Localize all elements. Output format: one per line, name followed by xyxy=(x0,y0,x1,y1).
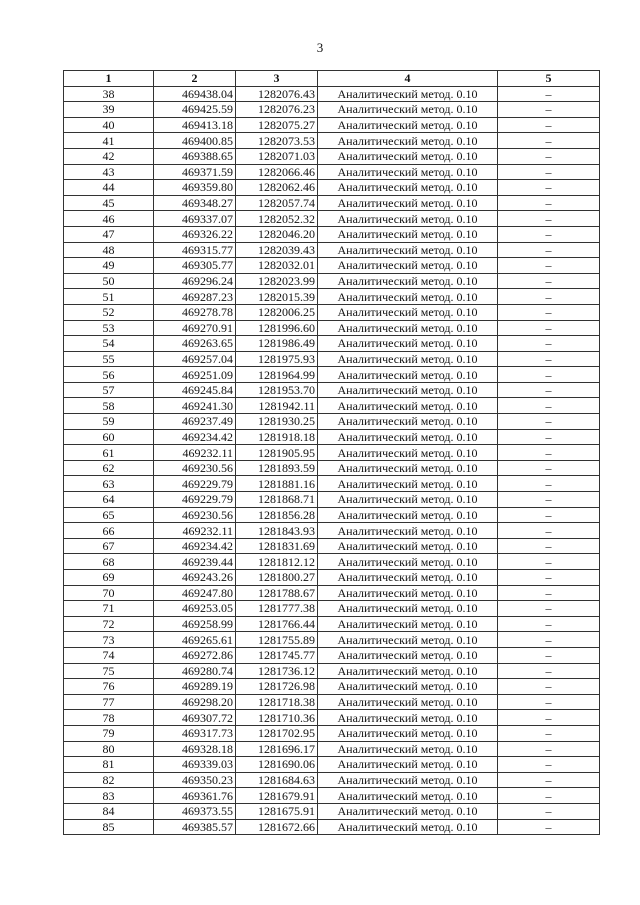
cell-y: 1281788.67 xyxy=(236,585,318,601)
cell-y: 1282071.03 xyxy=(236,148,318,164)
cell-description: – xyxy=(498,242,600,258)
cell-method: Аналитический метод. 0.10 xyxy=(318,414,498,430)
cell-x: 469371.59 xyxy=(154,164,236,180)
cell-method: Аналитический метод. 0.10 xyxy=(318,320,498,336)
cell-method: Аналитический метод. 0.10 xyxy=(318,226,498,242)
cell-method: Аналитический метод. 0.10 xyxy=(318,102,498,118)
cell-method: Аналитический метод. 0.10 xyxy=(318,679,498,695)
cell-point-number: 76 xyxy=(64,679,154,695)
cell-description: – xyxy=(498,86,600,102)
cell-point-number: 56 xyxy=(64,367,154,383)
cell-x: 469243.26 xyxy=(154,570,236,586)
cell-point-number: 64 xyxy=(64,492,154,508)
cell-x: 469245.84 xyxy=(154,382,236,398)
cell-y: 1281881.16 xyxy=(236,476,318,492)
cell-description: – xyxy=(498,616,600,632)
table-row xyxy=(64,772,600,788)
cell-method: Аналитический метод. 0.10 xyxy=(318,507,498,523)
cell-y: 1281766.44 xyxy=(236,616,318,632)
cell-description: – xyxy=(498,819,600,835)
cell-description: – xyxy=(498,367,600,383)
table-row xyxy=(64,117,600,133)
table-row xyxy=(64,164,600,180)
cell-description: – xyxy=(498,507,600,523)
cell-y: 1281702.95 xyxy=(236,725,318,741)
cell-y: 1281856.28 xyxy=(236,507,318,523)
cell-point-number: 71 xyxy=(64,601,154,617)
cell-y: 1281675.91 xyxy=(236,803,318,819)
cell-method: Аналитический метод. 0.10 xyxy=(318,273,498,289)
cell-method: Аналитический метод. 0.10 xyxy=(318,445,498,461)
header-row xyxy=(64,71,600,87)
cell-description: – xyxy=(498,102,600,118)
table-row xyxy=(64,86,600,102)
cell-point-number: 42 xyxy=(64,148,154,164)
table-row xyxy=(64,663,600,679)
cell-y: 1282015.39 xyxy=(236,289,318,305)
cell-point-number: 75 xyxy=(64,663,154,679)
cell-y: 1282073.53 xyxy=(236,133,318,149)
cell-point-number: 70 xyxy=(64,585,154,601)
cell-y: 1281868.71 xyxy=(236,492,318,508)
cell-x: 469247.80 xyxy=(154,585,236,601)
cell-method: Аналитический метод. 0.10 xyxy=(318,476,498,492)
cell-point-number: 67 xyxy=(64,538,154,554)
table-row xyxy=(64,570,600,586)
cell-method: Аналитический метод. 0.10 xyxy=(318,492,498,508)
cell-point-number: 73 xyxy=(64,632,154,648)
cell-method: Аналитический метод. 0.10 xyxy=(318,741,498,757)
table-row xyxy=(64,273,600,289)
cell-method: Аналитический метод. 0.10 xyxy=(318,148,498,164)
cell-method: Аналитический метод. 0.10 xyxy=(318,336,498,352)
cell-y: 1281710.36 xyxy=(236,710,318,726)
cell-y: 1282057.74 xyxy=(236,195,318,211)
cell-point-number: 62 xyxy=(64,460,154,476)
cell-x: 469278.78 xyxy=(154,304,236,320)
cell-x: 469317.73 xyxy=(154,725,236,741)
cell-x: 469339.03 xyxy=(154,757,236,773)
cell-y: 1281918.18 xyxy=(236,429,318,445)
cell-point-number: 40 xyxy=(64,117,154,133)
cell-y: 1281696.17 xyxy=(236,741,318,757)
table-row xyxy=(64,476,600,492)
cell-point-number: 45 xyxy=(64,195,154,211)
table-row xyxy=(64,694,600,710)
cell-y: 1281690.06 xyxy=(236,757,318,773)
table-row xyxy=(64,133,600,149)
cell-method: Аналитический метод. 0.10 xyxy=(318,180,498,196)
cell-y: 1281831.69 xyxy=(236,538,318,554)
cell-method: Аналитический метод. 0.10 xyxy=(318,632,498,648)
cell-point-number: 63 xyxy=(64,476,154,492)
cell-description: – xyxy=(498,273,600,289)
cell-x: 469298.20 xyxy=(154,694,236,710)
cell-description: – xyxy=(498,211,600,227)
cell-x: 469265.61 xyxy=(154,632,236,648)
cell-x: 469230.56 xyxy=(154,460,236,476)
cell-x: 469232.11 xyxy=(154,445,236,461)
cell-y: 1282039.43 xyxy=(236,242,318,258)
cell-y: 1282023.99 xyxy=(236,273,318,289)
cell-point-number: 69 xyxy=(64,570,154,586)
table-row xyxy=(64,226,600,242)
cell-description: – xyxy=(498,554,600,570)
cell-description: – xyxy=(498,164,600,180)
table-row xyxy=(64,523,600,539)
cell-description: – xyxy=(498,757,600,773)
cell-x: 469258.99 xyxy=(154,616,236,632)
cell-description: – xyxy=(498,289,600,305)
cell-method: Аналитический метод. 0.10 xyxy=(318,133,498,149)
cell-method: Аналитический метод. 0.10 xyxy=(318,398,498,414)
cell-y: 1282076.43 xyxy=(236,86,318,102)
cell-method: Аналитический метод. 0.10 xyxy=(318,585,498,601)
coordinates-table xyxy=(63,70,600,835)
cell-description: – xyxy=(498,180,600,196)
cell-point-number: 38 xyxy=(64,86,154,102)
cell-y: 1282032.01 xyxy=(236,258,318,274)
table-row xyxy=(64,351,600,367)
table-row xyxy=(64,757,600,773)
cell-point-number: 50 xyxy=(64,273,154,289)
cell-y: 1281736.12 xyxy=(236,663,318,679)
cell-description: – xyxy=(498,382,600,398)
cell-method: Аналитический метод. 0.10 xyxy=(318,523,498,539)
page-number: 3 xyxy=(316,40,324,55)
cell-description: – xyxy=(498,601,600,617)
cell-point-number: 79 xyxy=(64,725,154,741)
cell-point-number: 80 xyxy=(64,741,154,757)
cell-point-number: 78 xyxy=(64,710,154,726)
cell-x: 469425.59 xyxy=(154,102,236,118)
cell-x: 469388.65 xyxy=(154,148,236,164)
table-row xyxy=(64,242,600,258)
cell-method: Аналитический метод. 0.10 xyxy=(318,382,498,398)
cell-description: – xyxy=(498,148,600,164)
cell-method: Аналитический метод. 0.10 xyxy=(318,663,498,679)
cell-point-number: 61 xyxy=(64,445,154,461)
cell-method: Аналитический метод. 0.10 xyxy=(318,819,498,835)
cell-description: – xyxy=(498,679,600,695)
cell-point-number: 57 xyxy=(64,382,154,398)
cell-description: – xyxy=(498,788,600,804)
header-cell-point-number: 1 xyxy=(64,71,154,87)
cell-y: 1281679.91 xyxy=(236,788,318,804)
table-row xyxy=(64,585,600,601)
cell-description: – xyxy=(498,429,600,445)
cell-point-number: 41 xyxy=(64,133,154,149)
table-row xyxy=(64,788,600,804)
cell-x: 469287.23 xyxy=(154,289,236,305)
table-header xyxy=(64,71,600,87)
cell-point-number: 54 xyxy=(64,336,154,352)
cell-point-number: 44 xyxy=(64,180,154,196)
cell-y: 1282066.46 xyxy=(236,164,318,180)
cell-description: – xyxy=(498,226,600,242)
cell-description: – xyxy=(498,803,600,819)
cell-y: 1282046.20 xyxy=(236,226,318,242)
cell-point-number: 47 xyxy=(64,226,154,242)
cell-x: 469272.86 xyxy=(154,647,236,663)
cell-x: 469253.05 xyxy=(154,601,236,617)
cell-y: 1281843.93 xyxy=(236,523,318,539)
cell-method: Аналитический метод. 0.10 xyxy=(318,86,498,102)
cell-y: 1281684.63 xyxy=(236,772,318,788)
cell-x: 469413.18 xyxy=(154,117,236,133)
cell-point-number: 59 xyxy=(64,414,154,430)
table-row xyxy=(64,304,600,320)
cell-method: Аналитический метод. 0.10 xyxy=(318,367,498,383)
table-row xyxy=(64,554,600,570)
table-row xyxy=(64,803,600,819)
cell-x: 469289.19 xyxy=(154,679,236,695)
cell-method: Аналитический метод. 0.10 xyxy=(318,772,498,788)
cell-x: 469350.23 xyxy=(154,772,236,788)
cell-y: 1281975.93 xyxy=(236,351,318,367)
cell-method: Аналитический метод. 0.10 xyxy=(318,694,498,710)
cell-point-number: 46 xyxy=(64,211,154,227)
cell-method: Аналитический метод. 0.10 xyxy=(318,429,498,445)
cell-point-number: 52 xyxy=(64,304,154,320)
cell-y: 1281745.77 xyxy=(236,647,318,663)
cell-x: 469385.57 xyxy=(154,819,236,835)
cell-method: Аналитический метод. 0.10 xyxy=(318,304,498,320)
cell-description: – xyxy=(498,741,600,757)
table-row xyxy=(64,148,600,164)
cell-point-number: 77 xyxy=(64,694,154,710)
cell-method: Аналитический метод. 0.10 xyxy=(318,616,498,632)
cell-point-number: 53 xyxy=(64,320,154,336)
cell-y: 1281986.49 xyxy=(236,336,318,352)
cell-description: – xyxy=(498,632,600,648)
cell-method: Аналитический метод. 0.10 xyxy=(318,570,498,586)
cell-method: Аналитический метод. 0.10 xyxy=(318,725,498,741)
cell-description: – xyxy=(498,570,600,586)
table-row xyxy=(64,679,600,695)
cell-x: 469270.91 xyxy=(154,320,236,336)
cell-description: – xyxy=(498,647,600,663)
cell-description: – xyxy=(498,492,600,508)
cell-description: – xyxy=(498,336,600,352)
table-row xyxy=(64,632,600,648)
cell-point-number: 82 xyxy=(64,772,154,788)
cell-method: Аналитический метод. 0.10 xyxy=(318,164,498,180)
cell-description: – xyxy=(498,398,600,414)
cell-description: – xyxy=(498,523,600,539)
cell-point-number: 43 xyxy=(64,164,154,180)
cell-x: 469307.72 xyxy=(154,710,236,726)
cell-description: – xyxy=(498,414,600,430)
cell-y: 1282062.46 xyxy=(236,180,318,196)
cell-description: – xyxy=(498,320,600,336)
cell-x: 469230.56 xyxy=(154,507,236,523)
cell-x: 469296.24 xyxy=(154,273,236,289)
cell-description: – xyxy=(498,663,600,679)
cell-description: – xyxy=(498,476,600,492)
cell-x: 469237.49 xyxy=(154,414,236,430)
cell-method: Аналитический метод. 0.10 xyxy=(318,601,498,617)
cell-description: – xyxy=(498,258,600,274)
cell-description: – xyxy=(498,445,600,461)
cell-description: – xyxy=(498,694,600,710)
cell-x: 469305.77 xyxy=(154,258,236,274)
cell-x: 469373.55 xyxy=(154,803,236,819)
cell-description: – xyxy=(498,351,600,367)
cell-method: Аналитический метод. 0.10 xyxy=(318,195,498,211)
cell-y: 1281905.95 xyxy=(236,445,318,461)
cell-x: 469229.79 xyxy=(154,476,236,492)
table-row xyxy=(64,445,600,461)
cell-description: – xyxy=(498,304,600,320)
header-cell-x: 2 xyxy=(154,71,236,87)
cell-x: 469315.77 xyxy=(154,242,236,258)
cell-point-number: 51 xyxy=(64,289,154,305)
cell-method: Аналитический метод. 0.10 xyxy=(318,757,498,773)
table-row xyxy=(64,647,600,663)
table-row xyxy=(64,367,600,383)
cell-point-number: 72 xyxy=(64,616,154,632)
cell-description: – xyxy=(498,460,600,476)
cell-x: 469361.76 xyxy=(154,788,236,804)
header-cell-description: 5 xyxy=(498,71,600,87)
cell-y: 1282075.27 xyxy=(236,117,318,133)
table-row xyxy=(64,258,600,274)
cell-point-number: 74 xyxy=(64,647,154,663)
cell-method: Аналитический метод. 0.10 xyxy=(318,258,498,274)
cell-y: 1281942.11 xyxy=(236,398,318,414)
cell-y: 1282006.25 xyxy=(236,304,318,320)
cell-description: – xyxy=(498,725,600,741)
cell-y: 1282076.23 xyxy=(236,102,318,118)
table-row xyxy=(64,725,600,741)
cell-description: – xyxy=(498,772,600,788)
cell-description: – xyxy=(498,585,600,601)
table-row xyxy=(64,429,600,445)
cell-method: Аналитический метод. 0.10 xyxy=(318,117,498,133)
cell-y: 1281718.38 xyxy=(236,694,318,710)
cell-method: Аналитический метод. 0.10 xyxy=(318,351,498,367)
table-row xyxy=(64,460,600,476)
table-body xyxy=(64,86,600,835)
cell-point-number: 84 xyxy=(64,803,154,819)
cell-x: 469251.09 xyxy=(154,367,236,383)
table-row xyxy=(64,601,600,617)
cell-x: 469239.44 xyxy=(154,554,236,570)
cell-method: Аналитический метод. 0.10 xyxy=(318,211,498,227)
cell-y: 1281996.60 xyxy=(236,320,318,336)
table-row xyxy=(64,819,600,835)
cell-y: 1281726.98 xyxy=(236,679,318,695)
cell-y: 1281953.70 xyxy=(236,382,318,398)
header-cell-y: 3 xyxy=(236,71,318,87)
cell-method: Аналитический метод. 0.10 xyxy=(318,460,498,476)
header-cell-method: 4 xyxy=(318,71,498,87)
cell-method: Аналитический метод. 0.10 xyxy=(318,803,498,819)
cell-y: 1281672.66 xyxy=(236,819,318,835)
cell-x: 469229.79 xyxy=(154,492,236,508)
table-row xyxy=(64,336,600,352)
cell-method: Аналитический метод. 0.10 xyxy=(318,554,498,570)
cell-point-number: 60 xyxy=(64,429,154,445)
cell-y: 1281812.12 xyxy=(236,554,318,570)
cell-y: 1282052.32 xyxy=(236,211,318,227)
cell-x: 469400.85 xyxy=(154,133,236,149)
cell-point-number: 49 xyxy=(64,258,154,274)
cell-x: 469257.04 xyxy=(154,351,236,367)
cell-y: 1281893.59 xyxy=(236,460,318,476)
table-row xyxy=(64,180,600,196)
cell-x: 469359.80 xyxy=(154,180,236,196)
cell-description: – xyxy=(498,195,600,211)
table-row xyxy=(64,211,600,227)
table-row xyxy=(64,507,600,523)
cell-x: 469234.42 xyxy=(154,429,236,445)
cell-description: – xyxy=(498,710,600,726)
cell-point-number: 39 xyxy=(64,102,154,118)
cell-point-number: 58 xyxy=(64,398,154,414)
cell-y: 1281800.27 xyxy=(236,570,318,586)
cell-description: – xyxy=(498,133,600,149)
cell-point-number: 68 xyxy=(64,554,154,570)
cell-point-number: 65 xyxy=(64,507,154,523)
cell-x: 469241.30 xyxy=(154,398,236,414)
cell-x: 469280.74 xyxy=(154,663,236,679)
cell-x: 469326.22 xyxy=(154,226,236,242)
cell-point-number: 48 xyxy=(64,242,154,258)
cell-point-number: 66 xyxy=(64,523,154,539)
cell-y: 1281777.38 xyxy=(236,601,318,617)
table-row xyxy=(64,616,600,632)
cell-x: 469234.42 xyxy=(154,538,236,554)
cell-method: Аналитический метод. 0.10 xyxy=(318,538,498,554)
table-row xyxy=(64,492,600,508)
table-row xyxy=(64,741,600,757)
cell-point-number: 83 xyxy=(64,788,154,804)
cell-x: 469337.07 xyxy=(154,211,236,227)
cell-method: Аналитический метод. 0.10 xyxy=(318,788,498,804)
cell-description: – xyxy=(498,538,600,554)
cell-point-number: 81 xyxy=(64,757,154,773)
table-row xyxy=(64,414,600,430)
table-row xyxy=(64,102,600,118)
table-row xyxy=(64,382,600,398)
cell-x: 469232.11 xyxy=(154,523,236,539)
table-row xyxy=(64,320,600,336)
cell-method: Аналитический метод. 0.10 xyxy=(318,647,498,663)
cell-y: 1281755.89 xyxy=(236,632,318,648)
cell-method: Аналитический метод. 0.10 xyxy=(318,289,498,305)
cell-y: 1281930.25 xyxy=(236,414,318,430)
table-row xyxy=(64,398,600,414)
cell-x: 469438.04 xyxy=(154,86,236,102)
cell-point-number: 85 xyxy=(64,819,154,835)
cell-method: Аналитический метод. 0.10 xyxy=(318,242,498,258)
cell-description: – xyxy=(498,117,600,133)
cell-point-number: 55 xyxy=(64,351,154,367)
table-row xyxy=(64,289,600,305)
cell-y: 1281964.99 xyxy=(236,367,318,383)
table-row xyxy=(64,195,600,211)
cell-method: Аналитический метод. 0.10 xyxy=(318,710,498,726)
cell-x: 469263.65 xyxy=(154,336,236,352)
table-row xyxy=(64,710,600,726)
cell-x: 469328.18 xyxy=(154,741,236,757)
table-row xyxy=(64,538,600,554)
cell-x: 469348.27 xyxy=(154,195,236,211)
